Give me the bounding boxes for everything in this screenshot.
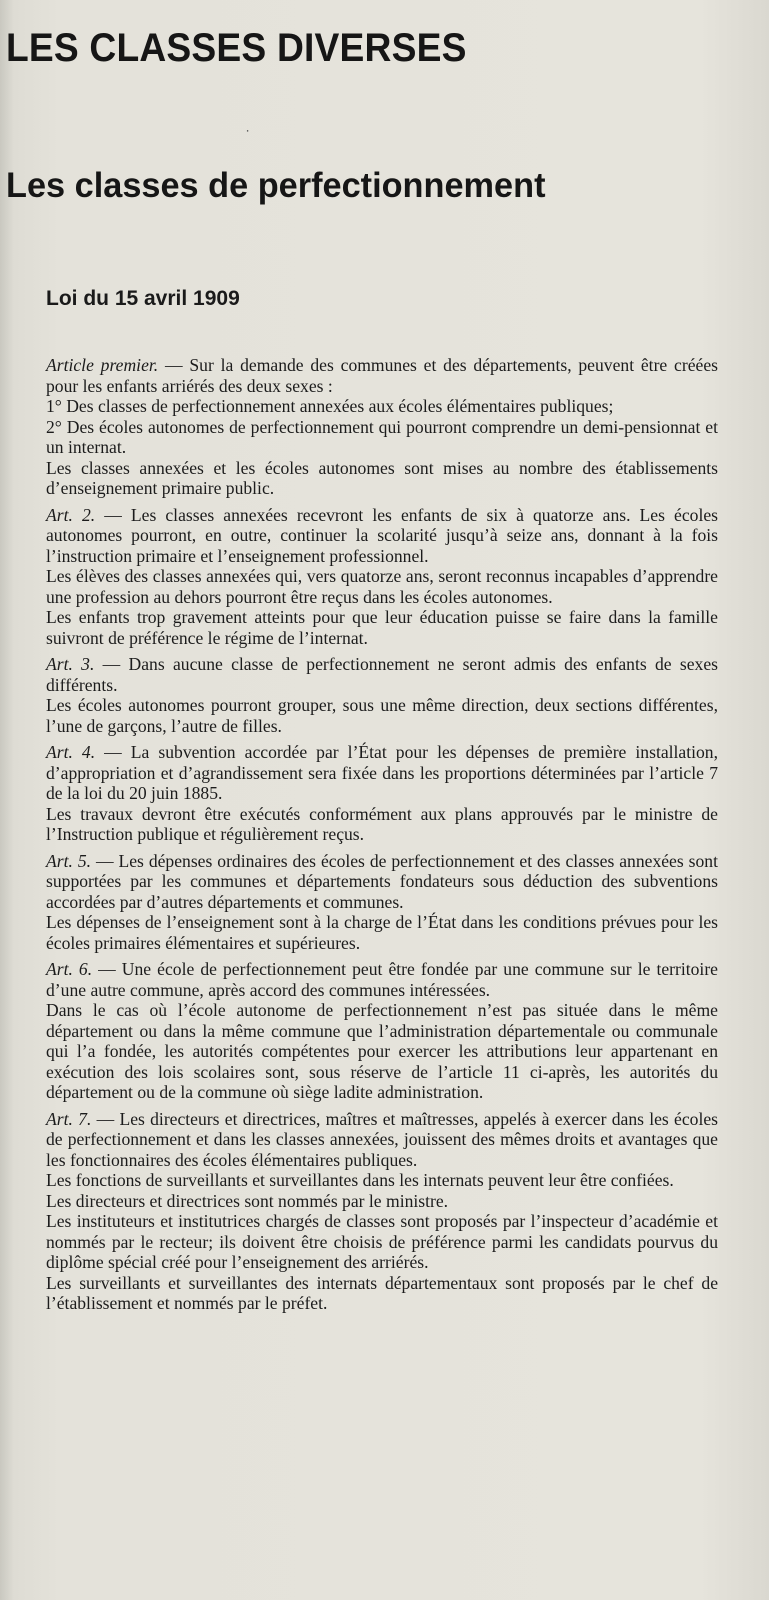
article-label: Article premier.	[46, 355, 159, 375]
article-text: — Dans aucune classe de perfectionnement ne seront admis des enfants de sexes différents.	[46, 654, 718, 695]
article-paragraph: Les directeurs et directrices sont nommés par le ministre.	[46, 1190, 449, 1211]
article-label: Art. 6.	[46, 959, 93, 979]
section-title: Les classes de perfectionnement	[6, 166, 546, 205]
article-1	[46, 355, 718, 499]
article-label: Art. 7.	[46, 1108, 92, 1129]
article-label: Art. 3.	[46, 654, 95, 674]
article-label: Art. 5.	[46, 850, 92, 871]
article-paragraph: Les écoles autonomes pourront grouper, sous une même direction, deux sections différentes, l’une de garçons, l’autre de filles.	[46, 695, 718, 736]
article-paragraph: Les dépenses de l’enseignement sont à la charge de l’État dans les conditions prévues pour les écoles primaires élémentaires et supérieures.	[46, 912, 718, 953]
ink-speck-icon: ⸳	[246, 122, 250, 136]
article-paragraph: Les classes annexées et les écoles autonomes sont mises au nombre des établissements d’enseignement primaire public.	[46, 457, 718, 498]
article-text: — Les classes annexées recevront les enfants de six à quatorze ans. Les écoles autonomes pourront, en outre, continuer la scolarité jusqu’à seize ans, donnant à la fois l’instruction primaire et l’enseignement professionnel.	[46, 504, 718, 566]
article-paragraph: Les instituteurs et institutrices chargés de classes sont proposés par l’inspecteur d’académie et nommés par le recteur; ils doivent être choisis de préférence parmi les candidats pourvus du diplôme spécial créé pour l’enseignement des arriérés.	[46, 1211, 718, 1272]
article-paragraph	[46, 742, 718, 804]
article-3	[46, 654, 718, 736]
article-text: — Les directeurs et directrices, maîtres et maîtresses, appelés à exercer dans les écoles de perfectionnement et dans les classes annexées, jouissent des mêmes droits et avantages que les fonctionnaires des écoles élémentaires publiques.	[46, 1108, 718, 1170]
article-paragraph: 2° Des écoles autonomes de perfectionnement qui pourront comprendre un demi-pensionnat et un internat.	[46, 416, 718, 457]
article-paragraph: Dans le cas où l’école autonome de perfectionnement n’est pas située dans le même département ou dans la même commune que l’administration départementale ou communale qui l’a fondée, les autorités compétentes pour exercer les attributions leur appartenant en exécution des lois scolaires sont, sous réserve de l’article 11 ci-après, les autorités du département ou de la commune où siège ladite administration.	[46, 1000, 718, 1102]
article-paragraph	[46, 959, 718, 1000]
article-paragraph	[46, 355, 718, 396]
article-6	[46, 959, 718, 1103]
chapter-title: LES CLASSES DIVERSES	[6, 26, 467, 70]
article-2	[46, 505, 718, 649]
article-paragraph	[46, 654, 718, 695]
article-text: — Une école de perfectionnement peut être fondée par une commune sur le territoire d’une autre commune, après accord des communes intéressées.	[46, 959, 718, 1000]
article-paragraph	[46, 1109, 718, 1171]
article-paragraph: Les élèves des classes annexées qui, vers quatorze ans, seront reconnus incapables d’apprendre une profession au dehors pourront être reçus dans les écoles autonomes.	[46, 566, 718, 607]
article-4	[46, 742, 718, 845]
article-text: — Sur la demande des communes et des départements, peuvent être créées pour les enfants arriérés des deux sexes :	[46, 355, 718, 396]
law-title: Loi du 15 avril 1909	[46, 287, 240, 310]
article-7	[46, 1109, 718, 1314]
article-label: Art. 4.	[46, 742, 96, 762]
article-text: — La subvention accordée par l’État pour les dépenses de première installation, d’appropriation et d’agrandissement sera fixée dans les proportions déterminées par l’article 7 de la loi du 20 juin 1885.	[46, 742, 718, 803]
law-body	[46, 355, 718, 1320]
article-text: — Les dépenses ordinaires des écoles de perfectionnement et des classes annexées sont supportées par les communes et départements fondateurs sous déduction des subventions accordées par d’autres départements et communes.	[46, 850, 718, 912]
article-paragraph: Les enfants trop gravement atteints pour que leur éducation puisse se faire dans la famille suivront de préférence le régime de l’internat.	[46, 607, 718, 648]
article-paragraph: 1° Des classes de perfectionnement annexées aux écoles élémentaires publiques;	[46, 396, 614, 416]
article-label: Art. 2.	[46, 504, 96, 525]
article-paragraph: Les surveillants et surveillantes des internats départementaux sont proposés par le chef de l’établissement et nommés par le préfet.	[46, 1272, 718, 1313]
article-paragraph: Les fonctions de surveillants et surveillantes dans les internats peuvent leur être confiées.	[46, 1170, 674, 1190]
article-paragraph	[46, 851, 718, 913]
article-5	[46, 851, 718, 954]
article-paragraph: Les travaux devront être exécutés conformément aux plans approuvés par le ministre de l’Instruction publique et régulièrement reçus.	[46, 803, 718, 844]
article-paragraph	[46, 505, 718, 567]
